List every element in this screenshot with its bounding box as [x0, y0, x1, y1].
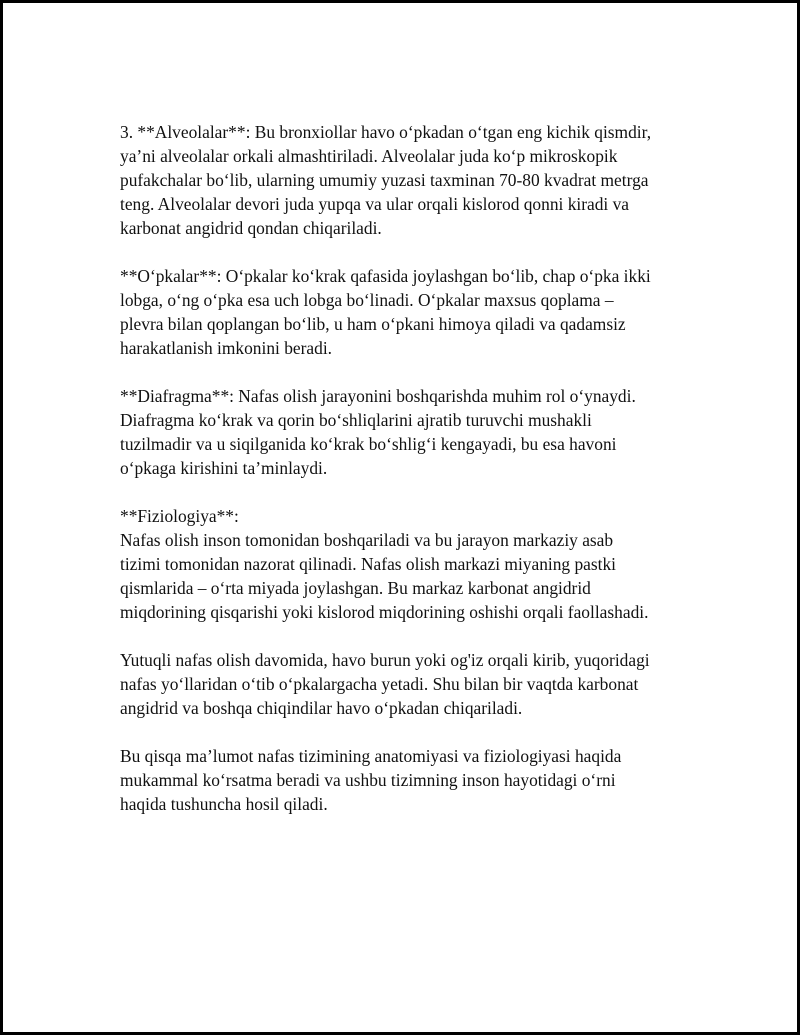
paragraph-opkalar — [120, 264, 710, 360]
text-line: lobga, o‘ng o‘pka esa uch lobga bo‘linadi. O‘pkalar maxsus qoplama – — [120, 290, 614, 310]
text-line: **Diafragma**: Nafas olish jarayonini boshqarishda muhim rol o‘ynaydi. — [120, 386, 636, 406]
text-line: Diafragma ko‘krak va qorin bo‘shliqlarini ajratib turuvchi mushakli — [120, 410, 592, 430]
text-line: Yutuqli nafas olish davomida, havo burun yoki og'iz orqali kirib, yuqoridagi — [120, 650, 650, 670]
text-line: qismlarida – o‘rta miyada joylashgan. Bu markaz karbonat angidrid — [120, 578, 591, 598]
paragraph-diafragma — [120, 384, 710, 480]
text-line: **O‘pkalar**: O‘pkalar ko‘krak qafasida joylashgan bo‘lib, chap o‘pka ikki — [120, 266, 651, 286]
text-line: harakatlanish imkonini beradi. — [120, 338, 333, 358]
text-line: o‘pkaga kirishini ta’minlaydi. — [120, 458, 328, 478]
text-line: teng. Alveolalar devori juda yupqa va ular orqali kislorod qonni kiradi va — [120, 194, 630, 214]
paragraph-conclusion — [120, 744, 710, 816]
text-line: mukammal ko‘rsatma beradi va ushbu tizimning inson hayotidagi o‘rni — [120, 770, 616, 790]
text-line: ya’ni alveolalar orkali almashtiriladi. Alveolalar juda ko‘p mikroskopik — [120, 146, 618, 166]
paragraph-alveolalar — [120, 120, 710, 240]
text-line: haqida tushuncha hosil qiladi. — [120, 794, 328, 814]
text-line: tizimi tomonidan nazorat qilinadi. Nafas olish markazi miyaning pastki — [120, 554, 616, 574]
text-line: tuzilmadir va u siqilganida ko‘krak bo‘shlig‘i kengayadi, bu esa havoni — [120, 434, 617, 454]
text-line: Nafas olish inson tomonidan boshqariladi va bu jarayon markaziy asab — [120, 530, 614, 550]
text-line: angidrid va boshqa chiqindilar havo o‘pkadan chiqariladi. — [120, 698, 523, 718]
paragraph-fiziologiya — [120, 504, 710, 624]
text-line: nafas yo‘llaridan o‘tib o‘pkalargacha yetadi. Shu bilan bir vaqtda karbonat — [120, 674, 639, 694]
text-line: plevra bilan qoplangan bo‘lib, u ham o‘pkani himoya qiladi va qadamsiz — [120, 314, 626, 334]
section-heading: **Fiziologiya**: — [120, 506, 239, 526]
document-body — [120, 120, 710, 840]
paragraph-yutuqli — [120, 648, 710, 720]
text-line: pufakchalar bo‘lib, ularning umumiy yuzasi taxminan 70-80 kvadrat metrga — [120, 170, 649, 190]
text-line: karbonat angidrid qondan chiqariladi. — [120, 218, 382, 238]
text-line: 3. **Alveolalar**: Bu bronxiollar havo o‘pkadan o‘tgan eng kichik qismdir, — [120, 122, 652, 142]
text-line: Bu qisqa ma’lumot nafas tizimining anatomiyasi va fiziologiyasi haqida — [120, 746, 622, 766]
text-line: miqdorining qisqarishi yoki kislorod miqdorining oshishi orqali faollashadi. — [120, 602, 649, 622]
